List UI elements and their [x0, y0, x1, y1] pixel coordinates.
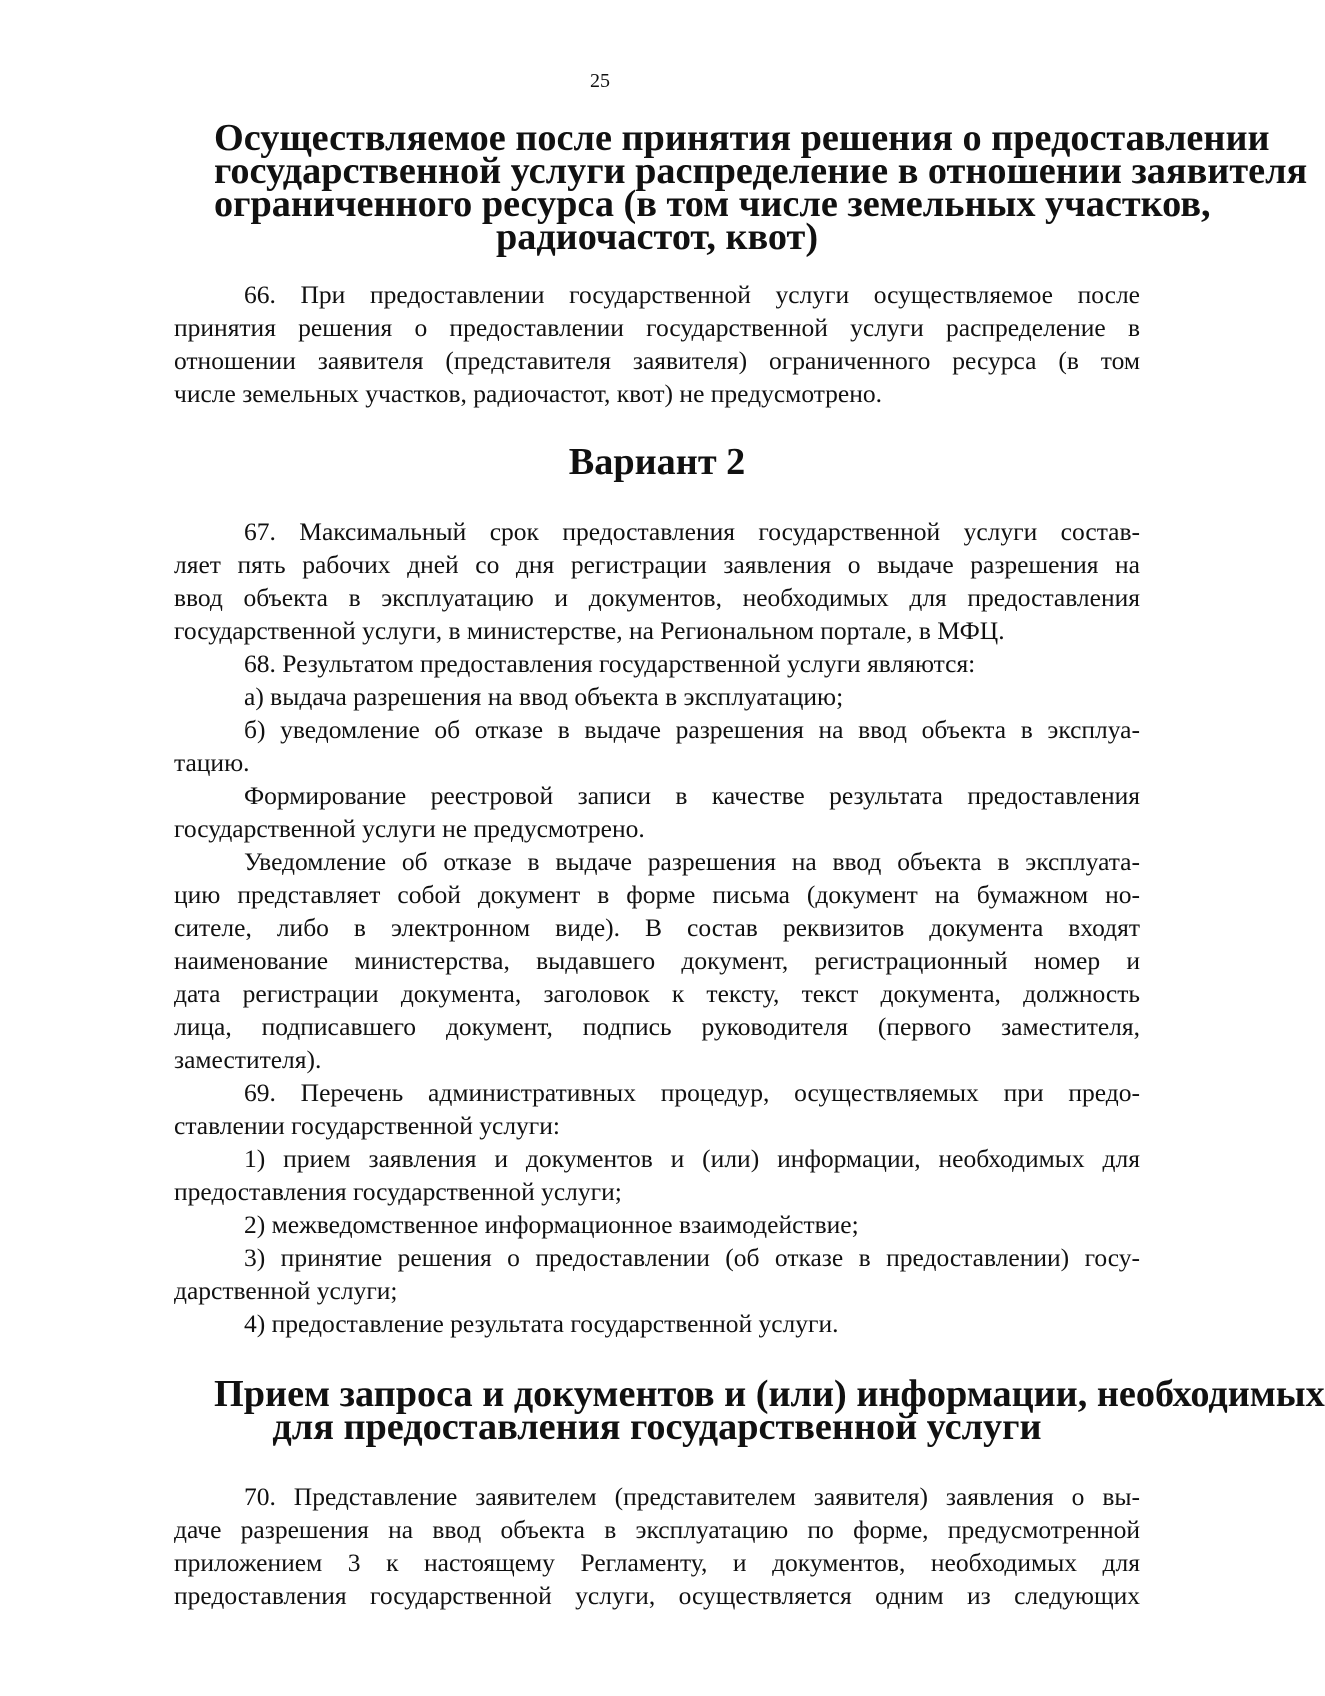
text-line: государственной услуги не предусмотрено. [174, 814, 645, 843]
paragraph-69-item-1 [174, 1142, 1140, 1208]
text-line: ляет пять рабочих дней со дня регистрации заявления о выдаче разрешения на [174, 550, 1140, 579]
text-line: предоставления государственной услуги; [174, 1177, 622, 1206]
text-line: Уведомление об отказе в выдаче разрешения на ввод объекта в эксплуата- [244, 847, 1140, 876]
text-line: числе земельных участков, радиочастот, квот) не предусмотрено. [174, 379, 883, 408]
paragraph-70 [174, 1480, 1140, 1612]
page-number: 25 [590, 70, 610, 92]
text-line: лица, подписавшего документ, подпись руководителя (первого заместителя, [174, 1012, 1140, 1041]
text-line: отношении заявителя (представителя заявителя) ограниченного ресурса (в том [174, 346, 1140, 375]
section-heading-resource-distribution [174, 117, 1308, 258]
heading-line: радиочастот, квот) [495, 216, 819, 258]
text-line: даче разрешения на ввод объекта в эксплуатацию по форме, предусмотренной [174, 1515, 1140, 1544]
text-line: приложением 3 к настоящему Регламенту, и документов, необходимых для [174, 1548, 1140, 1577]
text-line: государственной услуги, в министерстве, на Региональном портале, в МФЦ. [174, 616, 1005, 645]
text-line: ставлении государственной услуги: [174, 1111, 560, 1140]
paragraph-68 [174, 647, 1140, 680]
text-line: тацию. [174, 748, 250, 777]
text-line: дата регистрации документа, заголовок к тексту, текст документа, должность [174, 979, 1140, 1008]
text-line: Формирование реестровой записи в качестве результата предоставления [244, 781, 1140, 810]
document-body [174, 117, 1325, 1612]
paragraph-69-item-2 [174, 1208, 1140, 1241]
text-line: дарственной услуги; [174, 1276, 398, 1305]
paragraph-68-b [174, 713, 1140, 779]
paragraph-66 [174, 278, 1140, 410]
section-heading-variant-2 [174, 441, 1140, 483]
paragraph-68-refusal-notice [174, 845, 1140, 1076]
text-line: 2) межведомственное информационное взаимодействие; [244, 1210, 859, 1239]
text-line: 68. Результатом предоставления государственной услуги являются: [244, 649, 976, 678]
text-line: 4) предоставление результата государственной услуги. [244, 1309, 839, 1338]
text-line: ввод объекта в эксплуатацию и документов, необходимых для предоставления [174, 583, 1140, 612]
text-line: 3) принятие решения о предоставлении (об отказе в предоставлении) госу- [244, 1243, 1140, 1272]
heading-line: Прием запроса и документов и (или) информации, необходимых [214, 1373, 1325, 1415]
text-line: б) уведомление об отказе в выдаче разрешения на ввод объекта в эксплуа- [244, 715, 1140, 744]
text-line: сителе, либо в электронном виде). В состав реквизитов документа входят [174, 913, 1140, 942]
text-line: 66. При предоставлении государственной услуги осуществляемое после [244, 280, 1140, 309]
text-line: заместителя). [174, 1045, 322, 1074]
text-line: цию представляет собой документ в форме письма (документ на бумажном но- [174, 880, 1140, 909]
text-line: наименование министерства, выдавшего документ, регистрационный номер и [174, 946, 1140, 975]
text-line: 69. Перечень административных процедур, осуществляемых при предо- [244, 1078, 1140, 1107]
text-line: предоставления государственной услуги, осуществляется одним из следующих [174, 1581, 1140, 1610]
text-line: а) выдача разрешения на ввод объекта в эксплуатацию; [244, 682, 844, 711]
heading-line: для предоставления государственной услуги [272, 1406, 1042, 1448]
section-heading-request-intake [174, 1373, 1325, 1448]
text-line: 1) прием заявления и документов и (или) информации, необходимых для [244, 1144, 1140, 1173]
heading-line: ограниченного ресурса (в том числе земельных участков, [214, 183, 1211, 225]
paragraph-68-registry [174, 779, 1140, 845]
text-line: 70. Представление заявителем (представителем заявителя) заявления о вы- [244, 1482, 1140, 1511]
heading-line: Вариант 2 [568, 441, 746, 483]
paragraph-68-a [174, 680, 1140, 713]
heading-line: Осуществляемое после принятия решения о предоставлении [214, 117, 1270, 159]
paragraph-69-item-4 [174, 1307, 1140, 1340]
paragraph-67 [174, 515, 1140, 647]
text-line: принятия решения о предоставлении государственной услуги распределение в [174, 313, 1140, 342]
heading-line: государственной услуги распределение в отношении заявителя [214, 150, 1308, 192]
text-line: 67. Максимальный срок предоставления государственной услуги состав- [244, 517, 1140, 546]
paragraph-69 [174, 1076, 1140, 1142]
paragraph-69-item-3 [174, 1241, 1140, 1307]
